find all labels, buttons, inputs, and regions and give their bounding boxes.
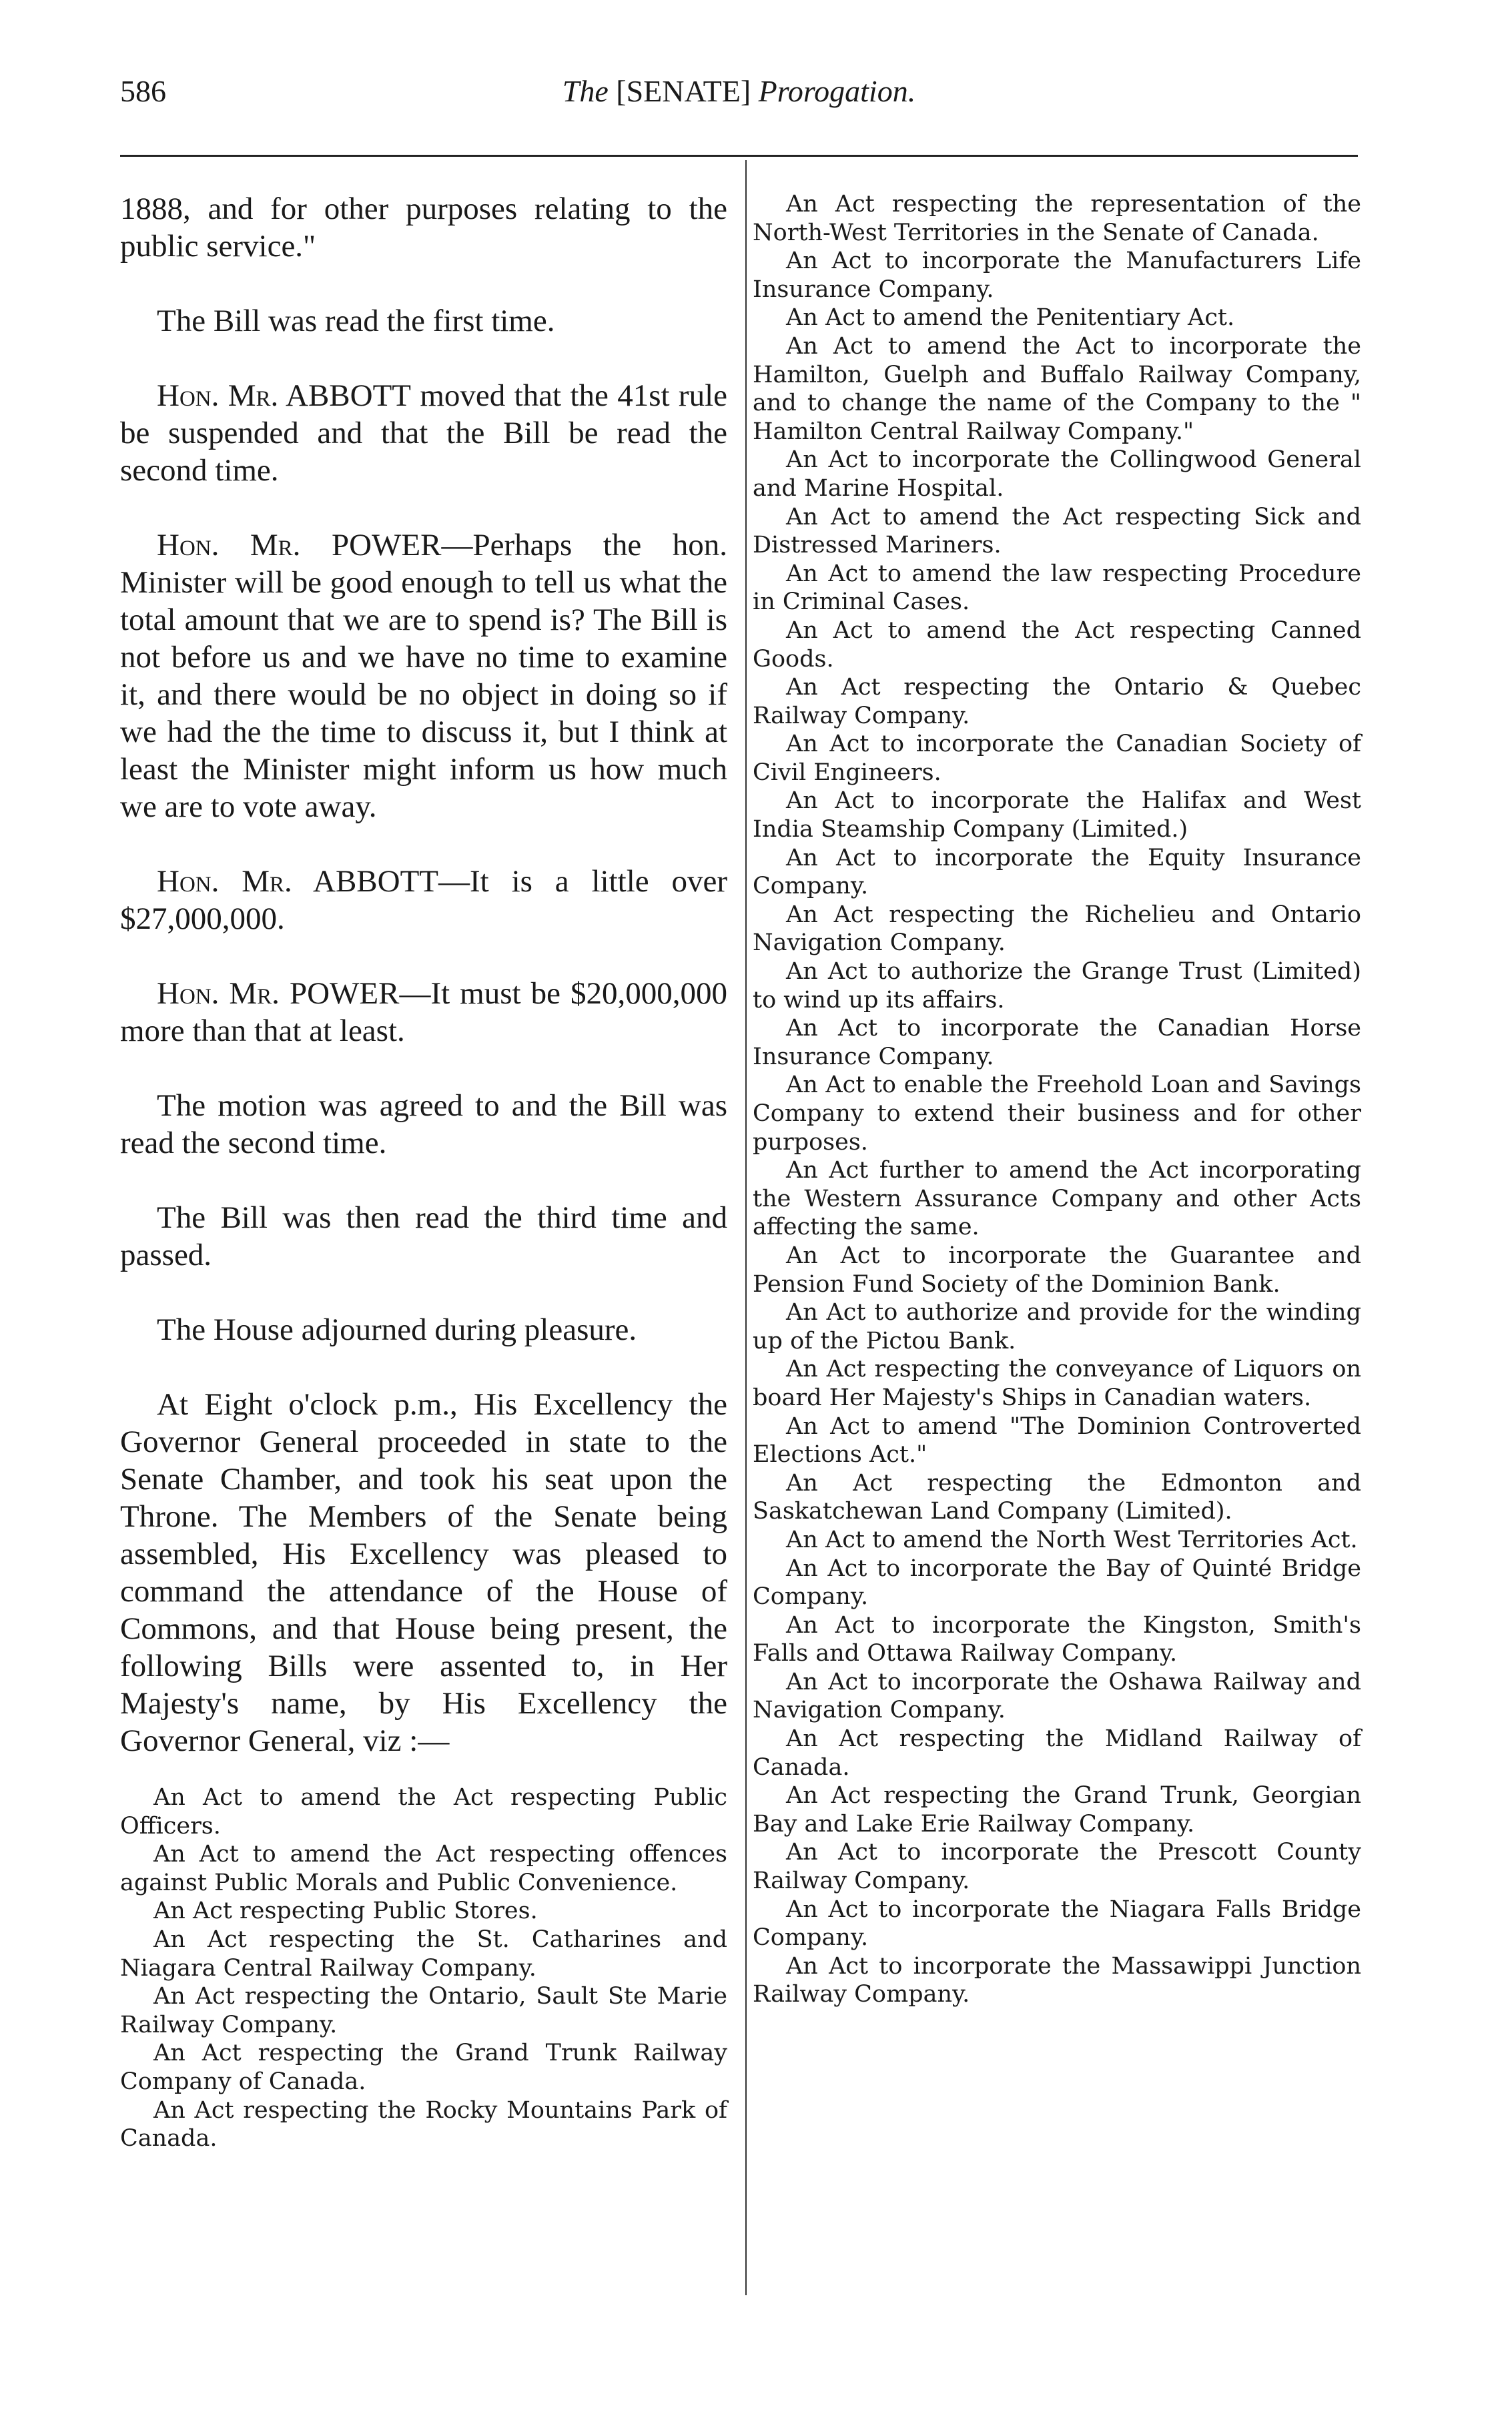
paragraph-text: The House adjourned during pleasure.	[157, 1312, 637, 1347]
act-item: An Act respecting the conveyance of Liquors on board Her Majesty's Ships in Canadian waters.	[753, 1356, 1361, 1411]
paragraph-text: —Perhaps the hon. Minister will be good enough to tell us what the total amount that we are to spend is? The Bill is not before us and we have no time to examine it, and there would be no object in doing so if we had the the time to discuss it, but I think at least the Minister might inform us how much we are to vote away.	[120, 528, 727, 824]
act-item: An Act to amend "The Dominion Controverted Elections Act."	[753, 1413, 1361, 1469]
speaker-name: Hon. Mr. POWER	[157, 976, 400, 1011]
paragraph	[120, 863, 727, 937]
paragraph-text: The Bill was then read the third time and passed.	[120, 1200, 727, 1272]
running-head	[120, 73, 1358, 109]
paragraph	[120, 1087, 727, 1162]
paragraph	[120, 975, 727, 1050]
paragraph-text: At Eight o'clock p.m., His Excellency the Governor General proceeded in state to the Senate Chamber, and took his seat upon the Throne. The Members of the Senate being assembled, His Excellency was pleased to command the attendance of the House of Commons, and that House being present, the following Bills were assented to, in Her Majesty's name, by His Excellency the Governor General, viz :—	[120, 1387, 727, 1758]
act-item: An Act respecting Public Stores.	[153, 1898, 538, 1925]
act-item: An Act to amend the Act to incorporate the Hamilton, Guelph and Buffalo Railway Company, and to change the name of the Company to the " Hamilton Central Railway Company."	[753, 332, 1361, 445]
act-item: An Act respecting the Ontario & Quebec Railway Company.	[753, 674, 1361, 729]
left-column	[120, 190, 727, 2153]
act-item: An Act to incorporate the Niagara Falls Bridge Company.	[753, 1896, 1361, 1952]
paragraph-text: The Bill was read the first time.	[157, 304, 555, 338]
paragraph-text: —It is a little over $27,000,000.	[120, 864, 727, 936]
act-item: An Act to incorporate the Halifax and West India Steamship Company (Limited.)	[753, 787, 1361, 843]
act-item: An Act to incorporate the Canadian Horse Insurance Company.	[753, 1015, 1361, 1070]
act-item: An Act to amend the Act respecting Canned Goods.	[753, 617, 1361, 673]
act-item: An Act to amend the Act respecting Public Officers.	[120, 1784, 727, 1840]
act-item: An Act to incorporate the Prescott County Railway Company.	[753, 1839, 1361, 1895]
paragraph	[120, 377, 727, 489]
act-item: An Act to incorporate the Collingwood General and Marine Hospital.	[753, 446, 1361, 502]
paragraph	[120, 1311, 727, 1348]
paragraph	[120, 526, 727, 825]
act-item: An Act respecting the Grand Trunk Railway Company of Canada.	[120, 2040, 727, 2095]
act-item: An Act respecting the Midland Railway of Canada.	[753, 1725, 1361, 1781]
paragraph-text: —It must be $20,000,000 more than that at least.	[120, 976, 727, 1048]
act-item: An Act respecting the St. Catharines and Niagara Central Railway Company.	[120, 1926, 727, 1982]
column-divider	[745, 160, 747, 2295]
act-item: An Act to amend the law respecting Procedure in Criminal Cases.	[753, 560, 1361, 616]
act-item: An Act to incorporate the Canadian Society of Civil Engineers.	[753, 731, 1361, 786]
act-item: An Act further to amend the Act incorporating the Western Assurance Company and other Acts affecting the same.	[753, 1157, 1361, 1241]
speaker-name: Hon. Mr. ABBOTT	[157, 378, 412, 413]
act-item: An Act to amend the Act respecting Sick and Distressed Mariners.	[753, 503, 1361, 559]
act-item: An Act respecting the representation of the North-West Territories in the Senate of Canada.	[753, 191, 1361, 246]
speaker-name: Hon. Mr. POWER	[157, 528, 442, 562]
paragraph	[120, 1199, 727, 1274]
paragraph	[120, 302, 727, 340]
act-item: An Act to incorporate the Equity Insurance Company.	[753, 844, 1361, 900]
paragraph	[120, 1386, 727, 1759]
act-item: An Act to amend the North West Territories Act.	[786, 1526, 1358, 1553]
running-head-senate: [SENATE]	[616, 74, 751, 108]
act-item: An Act to authorize the Grange Trust (Limited) to wind up its affairs.	[753, 958, 1361, 1014]
paragraph	[120, 190, 727, 265]
act-item: An Act to enable the Freehold Loan and Savings Company to extend their business and for other purposes.	[753, 1072, 1361, 1156]
page-header	[120, 73, 1358, 127]
act-item: An Act to incorporate the Guarantee and Pension Fund Society of the Dominion Bank.	[753, 1242, 1361, 1298]
page-number: 586	[120, 74, 166, 108]
left-acts-list	[120, 1783, 727, 2153]
paragraph-text: The motion was agreed to and the Bill was read the second time.	[120, 1088, 727, 1160]
act-item: An Act respecting the Ontario, Sault Ste Marie Railway Company.	[120, 1983, 727, 2038]
act-item: An Act to incorporate the Massawippi Junction Railway Company.	[753, 1952, 1361, 2008]
running-head-the: The	[562, 74, 609, 108]
act-item: An Act to incorporate the Manufacturers Life Insurance Company.	[753, 248, 1361, 303]
act-item: An Act to amend the Penitentiary Act.	[786, 304, 1235, 332]
speaker-name: Hon. Mr. ABBOTT	[157, 864, 439, 899]
left-paragraphs	[120, 190, 727, 1759]
act-item: An Act respecting the Grand Trunk, Georgian Bay and Lake Erie Railway Company.	[753, 1782, 1361, 1838]
act-item: An Act respecting the Richelieu and Ontario Navigation Company.	[753, 901, 1361, 957]
act-item: An Act to authorize and provide for the winding up of the Pictou Bank.	[753, 1299, 1361, 1354]
paragraph-text: 1888, and for other purposes relating to the public service."	[120, 191, 727, 264]
header-rule	[120, 155, 1358, 157]
act-item: An Act to incorporate the Oshawa Railway and Navigation Company.	[753, 1668, 1361, 1724]
act-item: An Act to incorporate the Bay of Quinté Bridge Company.	[753, 1555, 1361, 1611]
act-item: An Act respecting the Rocky Mountains Park of Canada.	[120, 2096, 727, 2152]
paragraph-text: moved that the 41st rule be suspended and that the Bill be read the second time.	[120, 378, 727, 488]
right-column	[753, 190, 1361, 2009]
running-head-title: Prorogation.	[758, 74, 916, 108]
act-item: An Act to incorporate the Kingston, Smith's Falls and Ottawa Railway Company.	[753, 1611, 1361, 1667]
act-item: An Act to amend the Act respecting offences against Public Morals and Public Convenience.	[120, 1841, 727, 1896]
act-item: An Act respecting the Edmonton and Saskatchewan Land Company (Limited).	[753, 1469, 1361, 1525]
